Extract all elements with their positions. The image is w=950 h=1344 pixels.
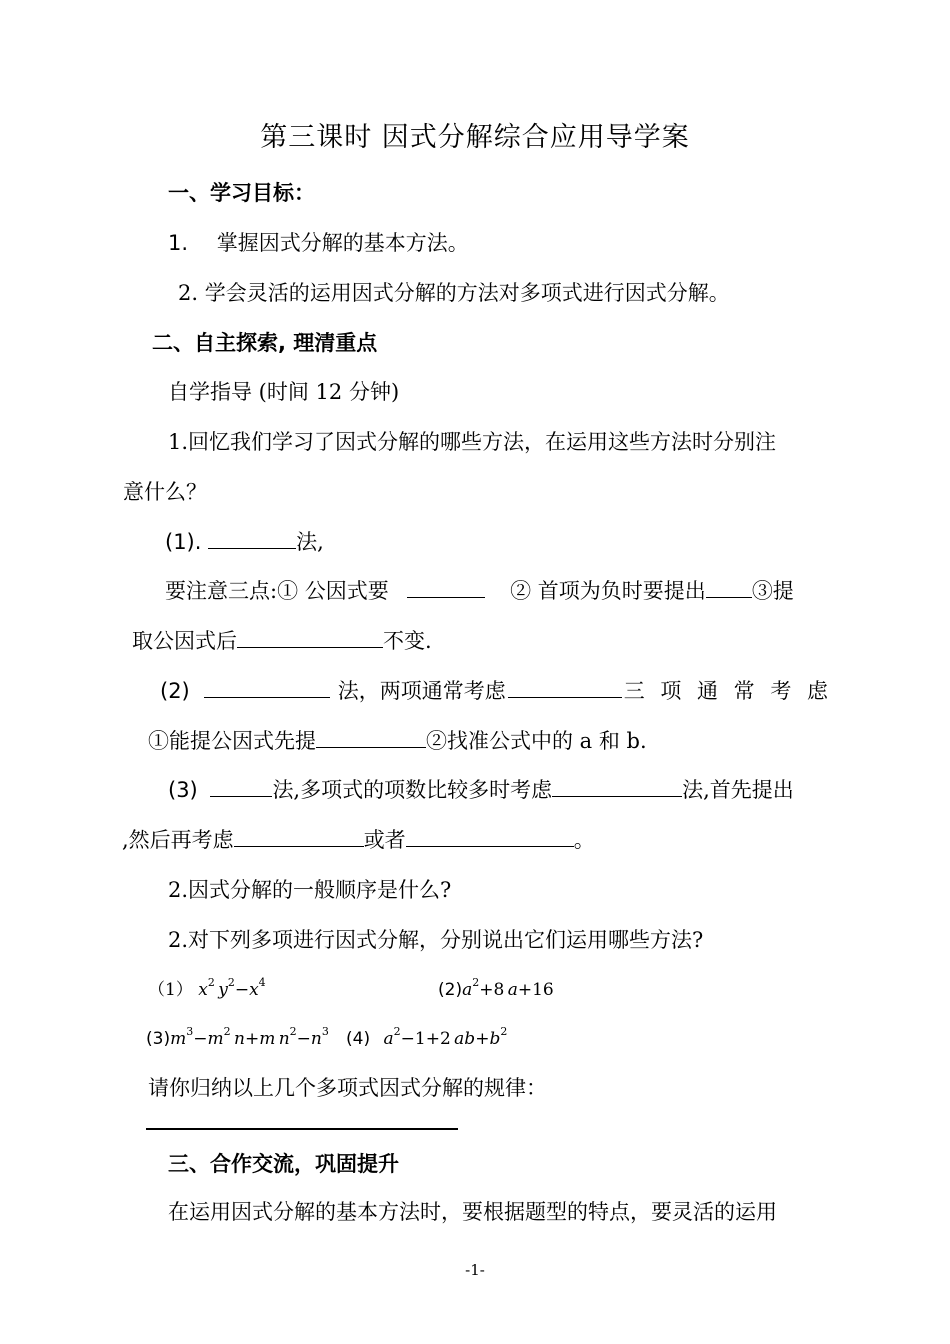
section1-heading: 一、学习目标： [168,181,315,205]
method-3-label: (3) [168,778,198,802]
summary-answer-line[interactable] [146,1128,458,1130]
notes-line-1 [165,577,794,605]
problem-2 [438,976,554,1004]
answer-blank[interactable] [210,776,272,797]
note-a: 要注意三点:① 公因式要 [165,579,389,603]
answer-blank[interactable] [706,577,752,598]
problem-1 [148,976,266,1004]
goal-2: 2. 学会灵活的运用因式分解的方法对多项式进行因式分解。 [178,281,730,305]
note-e: 不变. [383,629,432,653]
goal-1-number: 1. [168,231,189,255]
problem-2-expression: $a^2+8$ a+16 [462,976,554,1000]
method-3-line-2 [122,826,595,854]
goal-1-text: 掌握因式分解的基本方法。 [216,231,469,255]
method-2-hint-a: ①能提公因式先提 [148,729,316,753]
section3-text: 在运用因式分解的基本方法时，要根据题型的特点，要灵活的运用 [168,1200,777,1224]
page-title: 第三课时 因式分解综合应用导学案 [260,122,690,153]
problem-3-label: (3) [146,1029,171,1049]
note-b: ② 首项为负时要提出 [510,579,706,603]
notes-line-2 [132,627,432,655]
method-3-text-b: 法,首先提出 [682,778,794,802]
problem-3 [146,1025,329,1053]
problem-1-expression: $x^2$ $y^2-x^4$ [198,976,266,1000]
method-3-text-d: 或者 [363,828,406,852]
self-study-guide: 自学指导 (时间 12 分钟) [168,380,400,404]
method-1 [165,528,324,556]
answer-blank[interactable] [407,577,485,598]
question-1-line-2: 意什么？ [123,480,207,504]
method-2-tail: 三 项 通 常 考 虑 [623,679,828,703]
note-d: 取公因式后 [132,629,237,653]
question-2: 2.因式分解的一般顺序是什么? [168,878,452,902]
answer-blank[interactable] [234,826,364,847]
question-1-line-1: 1.回忆我们学习了因式分解的哪些方法，在运用这些方法时分别注 [168,430,777,454]
method-2-line-2 [148,727,647,755]
answer-blank[interactable] [508,677,622,698]
problem-2-label: (2) [438,980,463,1000]
method-2-words: 法， 两 项 通 常 考 虑 [337,679,506,703]
method-3-text-e: 。 [573,828,595,852]
method-3-text-a: 法,多项式的项数比较多时考虑 [272,778,553,802]
method-1-suffix: 法, [296,530,324,554]
summary-prompt: 请你归纳以上几个多项式因式分解的规律： [148,1076,547,1100]
method-3-text-c: ,然后再考虑 [122,828,234,852]
section2-heading: 二、自主探索, 理清重点 [152,331,378,355]
answer-blank[interactable] [316,727,426,748]
note-c: ③提 [751,579,794,603]
problem-4-label: (4) [346,1029,371,1049]
question-3: 2.对下列多项进行因式分解，分别说出它们运用哪些方法? [168,928,704,952]
answer-blank[interactable] [208,528,296,549]
goal-1 [168,229,469,257]
method-1-label: (1). [165,530,209,554]
problem-4 [346,1025,507,1053]
page-number: -1- [465,1261,485,1279]
answer-blank[interactable] [552,776,682,797]
method-3-line-1 [168,776,794,804]
method-2-label: (2) [160,679,190,703]
problem-4-expression: $a^2-1+2$ $ab+b^2$ [383,1025,508,1049]
answer-blank[interactable] [406,826,574,847]
section3-heading: 三、合作交流，巩固提升 [168,1152,399,1176]
answer-blank[interactable] [237,627,383,648]
problem-3-expression: $m^3-m^2$ n+m $n^2-n^3$ [170,1025,329,1049]
answer-blank[interactable] [204,677,330,698]
method-2-line-1 [160,677,828,705]
problem-1-label: （1） [148,980,193,1000]
method-2-hint-b: ②找准公式中的 a 和 b. [426,729,647,753]
